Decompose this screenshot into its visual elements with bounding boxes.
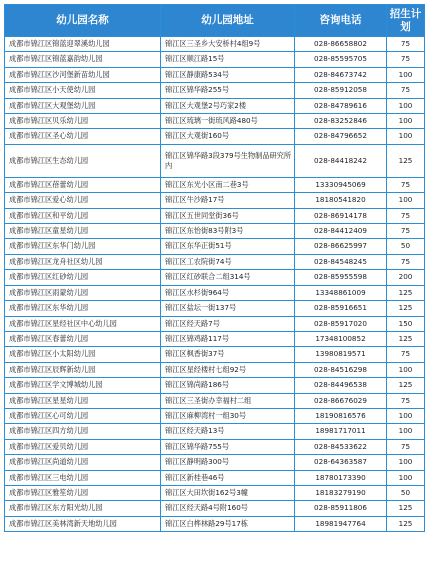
cell-plan-count: 125 [387,501,425,516]
cell-phone: 028-85595705 [295,52,387,67]
cell-address: 锦江区星经楼村七组92号 [161,362,295,377]
cell-phone: 13348861009 [295,285,387,300]
cell-plan-count: 100 [387,67,425,82]
table-row [5,239,425,254]
cell-phone: 18780173390 [295,470,387,485]
table-row [5,129,425,144]
cell-name: 成都市锦江区贝乐幼儿园 [5,114,161,129]
cell-address: 锦江区锦尚路186号 [161,378,295,393]
cell-phone: 028-84418242 [295,144,387,177]
table-row [5,485,425,500]
cell-name: 成都市锦江区蓓蕾幼儿园 [5,177,161,192]
table-row [5,501,425,516]
cell-name: 成都市锦江区红砂幼儿园 [5,270,161,285]
cell-name: 成都市锦江区小太阳幼儿园 [5,347,161,362]
cell-plan-count: 100 [387,129,425,144]
cell-name: 成都市锦江区东方阳光幼儿园 [5,501,161,516]
cell-address: 锦江区牛沙路17号 [161,193,295,208]
cell-name: 成都市锦江区爱贝幼儿园 [5,439,161,454]
cell-phone: 18981717011 [295,424,387,439]
cell-address: 锦江区新桂巷46号 [161,470,295,485]
cell-phone: 13330945069 [295,177,387,192]
enrollment-table-container [4,4,424,532]
header-name: 幼儿园名称 [5,5,161,37]
table-row [5,516,425,531]
cell-plan-count: 100 [387,455,425,470]
cell-address: 锦江区经天路4号附160号 [161,501,295,516]
cell-plan-count: 75 [387,254,425,269]
table-row [5,439,425,454]
cell-phone: 028-85911806 [295,501,387,516]
cell-phone: 028-86625997 [295,239,387,254]
table-row [5,98,425,113]
cell-phone: 028-84796652 [295,129,387,144]
cell-address: 锦江区三圣乡大安桥村4组9号 [161,37,295,52]
cell-plan-count: 75 [387,37,425,52]
cell-plan-count: 50 [387,239,425,254]
cell-plan-count: 75 [387,439,425,454]
kindergarten-enrollment-table [4,4,425,532]
header-address: 幼儿园地址 [161,5,295,37]
cell-address: 锦江区五世同堂街36号 [161,208,295,223]
cell-name: 成都市锦江区沙河堡新苗幼儿园 [5,67,161,82]
cell-plan-count: 125 [387,378,425,393]
cell-plan-count: 50 [387,485,425,500]
cell-phone: 028-83252846 [295,114,387,129]
cell-plan-count: 75 [387,393,425,408]
cell-name: 成都市锦江区四方幼儿园 [5,424,161,439]
cell-plan-count: 75 [387,208,425,223]
cell-address: 锦江区锦华路255号 [161,83,295,98]
table-row [5,393,425,408]
cell-name: 成都市锦江区锦蓝嘉韵幼儿园 [5,52,161,67]
cell-address: 锦江区东华正街51号 [161,239,295,254]
cell-address: 锦江区三圣街办幸福村二组 [161,393,295,408]
cell-name: 成都市锦江区生态幼儿园 [5,144,161,177]
cell-name: 成都市锦江区东华门幼儿园 [5,239,161,254]
cell-name: 成都市锦江区小天使幼儿园 [5,83,161,98]
cell-name: 成都市锦江区学文博城幼儿园 [5,378,161,393]
cell-plan-count: 125 [387,516,425,531]
cell-name: 成都市锦江区尚道幼儿园 [5,455,161,470]
cell-phone: 18183279190 [295,485,387,500]
cell-plan-count: 75 [387,224,425,239]
table-row [5,144,425,177]
header-phone: 咨询电话 [295,5,387,37]
table-body [5,37,425,532]
cell-name: 成都市锦江区童星幼儿园 [5,224,161,239]
cell-address: 锦江区静康路534号 [161,67,295,82]
table-row [5,362,425,377]
cell-phone: 028-85912058 [295,83,387,98]
header-row [5,5,425,37]
table-row [5,378,425,393]
cell-phone: 028-84412409 [295,224,387,239]
cell-address: 锦江区东怡街83号附3号 [161,224,295,239]
table-row [5,224,425,239]
cell-name: 成都市锦江区雅笙幼儿园 [5,485,161,500]
cell-address: 锦江区经天路13号 [161,424,295,439]
cell-plan-count: 125 [387,144,425,177]
table-row [5,424,425,439]
cell-plan-count: 150 [387,316,425,331]
cell-phone: 028-84548245 [295,254,387,269]
cell-name: 成都市锦江区圣心幼儿园 [5,129,161,144]
cell-address: 锦江区静明路300号 [161,455,295,470]
cell-address: 锦江区顺江路15号 [161,52,295,67]
cell-plan-count: 125 [387,285,425,300]
cell-plan-count: 100 [387,424,425,439]
cell-name: 成都市锦江区辰辉新幼儿园 [5,362,161,377]
cell-phone: 028-84789616 [295,98,387,113]
cell-plan-count: 100 [387,114,425,129]
cell-name: 成都市锦江区雨蒙幼儿园 [5,285,161,300]
table-row [5,67,425,82]
cell-phone: 13980819571 [295,347,387,362]
table-row [5,254,425,269]
table-row [5,331,425,346]
cell-phone: 028-84673742 [295,67,387,82]
cell-phone: 18180541820 [295,193,387,208]
cell-phone: 028-64363587 [295,455,387,470]
cell-phone: 028-86676029 [295,393,387,408]
table-row [5,208,425,223]
cell-address: 锦江区东光小区南二巷3号 [161,177,295,192]
cell-plan-count: 100 [387,362,425,377]
cell-address: 锦江区经天路7号 [161,316,295,331]
cell-name: 成都市锦江区美林湾新天地幼儿园 [5,516,161,531]
cell-plan-count: 75 [387,83,425,98]
table-row [5,347,425,362]
cell-phone: 028-84533622 [295,439,387,454]
cell-phone: 18190816576 [295,408,387,423]
cell-phone: 028-85916651 [295,301,387,316]
cell-name: 成都市锦江区东华幼儿园 [5,301,161,316]
table-row [5,455,425,470]
cell-address: 锦江区水杉街964号 [161,285,295,300]
cell-address: 锦江区红砂联合二组314号 [161,270,295,285]
cell-address: 锦江区麻柳湾村一组30号 [161,408,295,423]
cell-address: 锦江区盐坛一街137号 [161,301,295,316]
cell-name: 成都市锦江区春蕾幼儿园 [5,331,161,346]
cell-plan-count: 100 [387,408,425,423]
cell-plan-count: 100 [387,98,425,113]
cell-address: 锦江区大田坎街162号3幢 [161,485,295,500]
cell-name: 成都市锦江区锦蓝迎翠溪幼儿园 [5,37,161,52]
cell-plan-count: 100 [387,470,425,485]
cell-plan-count: 75 [387,52,425,67]
cell-plan-count: 75 [387,177,425,192]
cell-name: 成都市锦江区心可幼儿园 [5,408,161,423]
cell-address: 锦江区工农院街74号 [161,254,295,269]
cell-name: 成都市锦江区龙舟社区幼儿园 [5,254,161,269]
cell-address: 锦江区枫香街37号 [161,347,295,362]
table-row [5,316,425,331]
header-plan: 招生计划 [387,5,425,37]
table-row [5,52,425,67]
cell-name: 成都市锦江区星星幼儿园 [5,393,161,408]
table-row [5,285,425,300]
cell-plan-count: 75 [387,347,425,362]
cell-phone: 028-84516298 [295,362,387,377]
table-row [5,270,425,285]
table-row [5,193,425,208]
table-row [5,37,425,52]
cell-phone: 028-84496538 [295,378,387,393]
cell-address: 锦江区琉璃一街琉风路480号 [161,114,295,129]
cell-name: 成都市锦江区和平幼儿园 [5,208,161,223]
cell-phone: 028-86914178 [295,208,387,223]
cell-phone: 17348100852 [295,331,387,346]
table-row [5,83,425,98]
cell-address: 锦江区锦华路755号 [161,439,295,454]
table-header [5,5,425,37]
cell-name: 成都市锦江区三电幼儿园 [5,470,161,485]
cell-plan-count: 100 [387,193,425,208]
cell-name: 成都市锦江区爱心幼儿园 [5,193,161,208]
cell-plan-count: 200 [387,270,425,285]
cell-plan-count: 125 [387,331,425,346]
table-row [5,301,425,316]
cell-phone: 028-86658802 [295,37,387,52]
cell-address: 锦江区白桦林路29号17栋 [161,516,295,531]
cell-plan-count: 125 [387,301,425,316]
cell-phone: 18981947764 [295,516,387,531]
table-row [5,177,425,192]
cell-name: 成都市锦江区大观堡幼儿园 [5,98,161,113]
cell-name: 成都市锦江区星经社区中心幼儿园 [5,316,161,331]
cell-phone: 028-85917020 [295,316,387,331]
table-row [5,470,425,485]
table-row [5,114,425,129]
table-row [5,408,425,423]
cell-phone: 028-85955598 [295,270,387,285]
cell-address: 锦江区锦华路3段379号生物制品研究所内 [161,144,295,177]
cell-address: 锦江区锦鸡路117号 [161,331,295,346]
cell-address: 锦江区大观街160号 [161,129,295,144]
cell-address: 锦江区大观堡2号巧家2楼 [161,98,295,113]
